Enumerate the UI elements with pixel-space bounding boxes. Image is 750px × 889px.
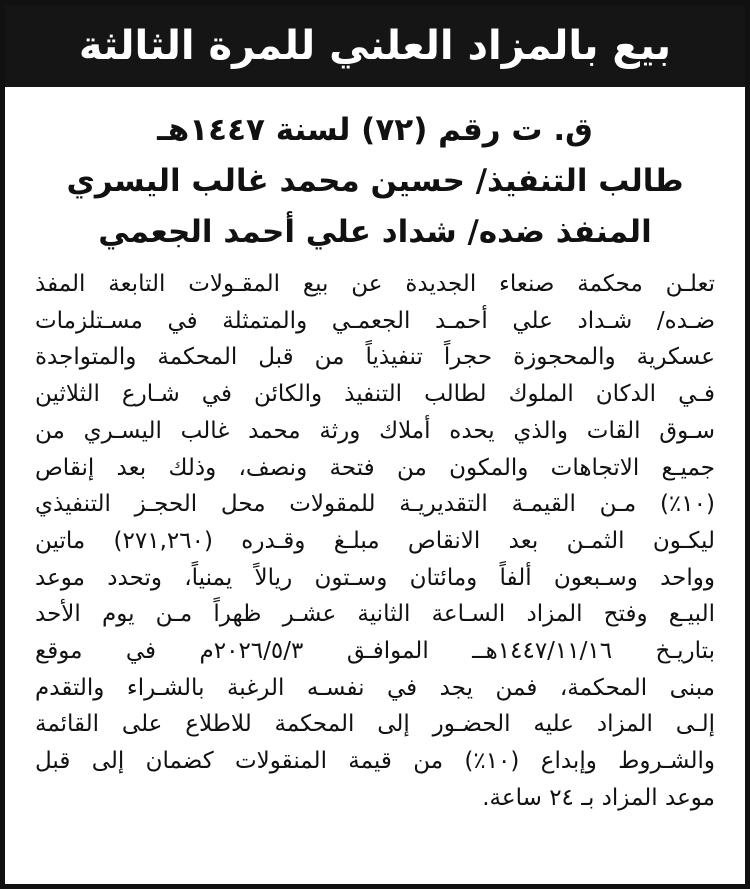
body-line: فـي الدكان الملوك لطالب التنفيذ والكائن في شـارع الثلاثين — [35, 381, 715, 408]
body-line: عسكرية والمحجوزة حجراً تنفيذياً من قبل المحكمة والمتواجدة — [35, 344, 715, 371]
applicant-name: طالب التنفيذ/ حسين محمد غالب اليسري — [66, 163, 684, 199]
body-line: مبنى المحكمة، فمن يجد في نفسـه الرغبة بالشـراء والتقدم — [35, 674, 715, 701]
body-line: سـوق القات والذي يحده أملاك ورثة محمد غالب اليسـري من — [35, 417, 715, 444]
body-line: (١٠٪) مـن القيمـة التقديريـة للمقولات محل الحجـز التنفيذي — [35, 491, 715, 518]
notice-banner — [5, 5, 745, 87]
case-headlines — [35, 105, 715, 258]
body-line: موعد المزاد بـ ٢٤ ساعة. — [482, 784, 715, 811]
body-line: بتاريـخ ١٤٤٧/١١/١٦هــ الموافـق ٢٠٢٦/٥/٣م في موقع — [35, 638, 715, 665]
body-line: جميـع الاتجاهات والمكون من فتحة ونصف، وذلك بعد إنقاص — [35, 454, 715, 481]
respondent-name: المنفذ ضده/ شداد علي أحمد الجعمي — [98, 214, 652, 250]
body-line: والشـروط وإبداع (١٠٪) من قيمة المنقولات كضمان إلى قبل — [35, 748, 715, 775]
notice-body — [35, 266, 715, 817]
body-line: إلـى المزاد عليه الحضـور إلى المحكمة للاطلاع على القائمة — [35, 711, 715, 738]
banner-title: بيع بالمزاد العلني للمرة الثالثة — [78, 23, 672, 69]
body-line: ليكـون الثمـن بعد الانقاص مبلـغ وقـدره (٢٧١,٢٦٠) ماتين — [35, 527, 715, 554]
body-line: البيـع وفتح المزاد السـاعة الثانية عشـر ظهراً مـن يوم الأحد — [35, 601, 715, 628]
notice-content — [5, 87, 745, 817]
body-line: ضـده/ شـداد علي أحمـد الجعمـي والمتمثلة في مسـتلزمات — [35, 307, 715, 334]
case-number: ق. ت رقم (٧٢) لسنة ١٤٤٧هـ — [157, 112, 593, 148]
body-line: وواحد وسـبعون ألفاً ومائتان وسـتون ريالاً يمنياً، وتحدد موعد — [35, 564, 715, 591]
body-line: تعلـن محكمة صنعاء الجديدة عن بيع المقـولات التابعة المفذ — [35, 271, 715, 297]
